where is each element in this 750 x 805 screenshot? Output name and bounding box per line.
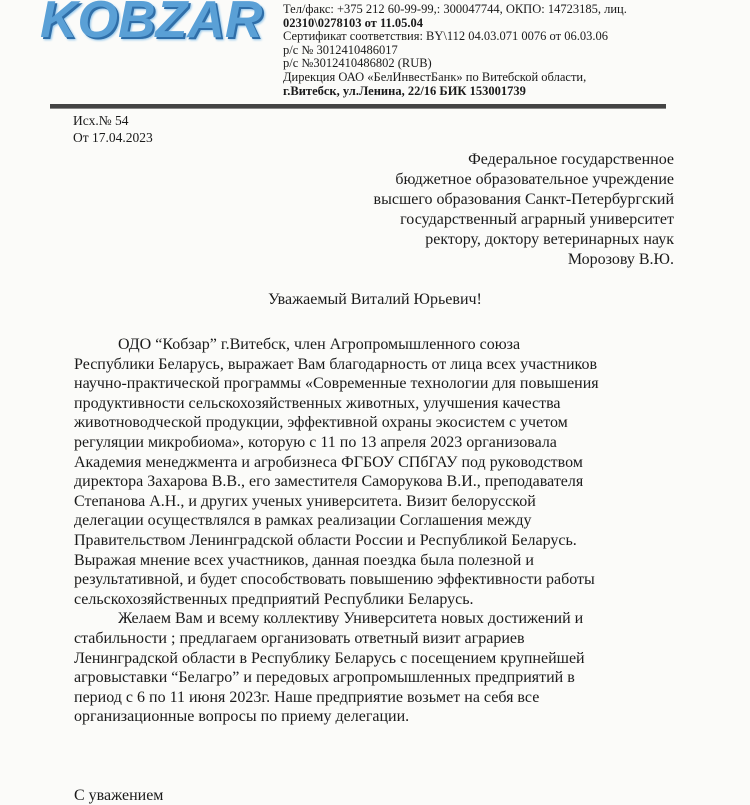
body-line: агровыставки “Белагро” и передовых агропромышленных предприятий в (74, 669, 575, 687)
body-line: Желаем Вам и всему коллективу Университета новых достижений и (118, 610, 584, 628)
body-line: Выражая мнение всех участников, данная поездка была полезной и (74, 551, 534, 569)
body-line: Республики Беларусь, выражает Вам благодарность от лица всех участников (74, 355, 598, 373)
header-line: р/с №3012410486802 (RUB) (283, 56, 432, 71)
addressee-line: бюджетное образовательное учреждение (395, 171, 674, 188)
addressee-line: высшего образования Санкт-Петербургский (373, 191, 674, 208)
body-line: научно-практической программы «Современные технологии для повышения (74, 375, 599, 393)
body-line: стабильности ; предлагаем организовать ответный визит аграриев (74, 629, 525, 647)
header-divider (50, 104, 666, 109)
addressee-block (374, 150, 674, 270)
body-line: делегации осуществлялся в рамках реализации Соглашения между (74, 512, 532, 530)
body-line: Степанова А.Н., и других ученых университета. Визит белорусской (74, 492, 536, 510)
header-line: Тел/факс: +375 212 60-99-99,: 300047744, ОКПО: 14723185, лиц. (283, 2, 627, 16)
body-line: Ленинградской области в Республику Беларусь с посещением крупнейшей (74, 649, 585, 667)
body-line: ОДО “Кобзар” г.Витебск, член Агропромышленного союза (118, 336, 521, 353)
header-line: Сертификат соответствия: BY\112 04.03.071 0076 от 06.03.06 (283, 29, 608, 44)
addressee-line: ректору, доктору ветеринарных наук (425, 231, 674, 248)
body-line: сельскохозяйственных предприятий Республики Беларусь. (74, 590, 474, 608)
addressee-line: государственный аграрный университет (400, 211, 674, 228)
header-line: 02310\0278103 от 11.05.04 (283, 15, 424, 30)
greeting: Уважаемый Виталий Юрьевич! (268, 291, 482, 308)
body-line: период с 6 по 11 июня 2023г. Наше предприятие возьмет на себя все (74, 688, 540, 706)
addressee-line: Морозову В.Ю. (567, 251, 674, 268)
body-line: Правительством Ленинградской области России и Республикой Беларусь. (74, 531, 577, 549)
body-line: организационные вопросы по приему делегации. (74, 708, 410, 726)
reference-date: От 17.04.2023 (73, 130, 153, 145)
reference-number: Исх.№ 54 (73, 113, 129, 128)
body-line: результативной, и будет способствовать повышению эффективности работы (74, 571, 595, 589)
header-line: г.Витебск, ул.Ленина, 22/16 БИК 153001739 (283, 83, 526, 98)
body-line: животноводческой продукции, эффективной охраны экосистем с учетом (74, 414, 568, 432)
letterhead-details (283, 3, 627, 98)
body-line: Академия менеджмента и агробизнеса ФГБОУ СПбГАУ под руководством (74, 453, 583, 471)
addressee-line: Федеральное государственное (468, 151, 674, 168)
body-line: регуляции микробиома», которую с 11 по 13 апреля 2023 организовала (74, 433, 557, 451)
header-line: Дирекция ОАО «БелИнвестБанк» по Витебской области, (283, 69, 587, 84)
closing: С уважением (74, 787, 164, 804)
header-line: р/с № 3012410486017 (283, 42, 398, 57)
reference-block (73, 112, 153, 146)
body-line: продуктивности сельскохозяйственных животных, улучшения качества (74, 394, 561, 412)
company-logo: KOBZAR (40, 0, 263, 49)
letter-body (74, 335, 694, 727)
body-line: директора Захарова В.В., его заместителя Саморукова В.И., преподавателя (74, 473, 584, 491)
